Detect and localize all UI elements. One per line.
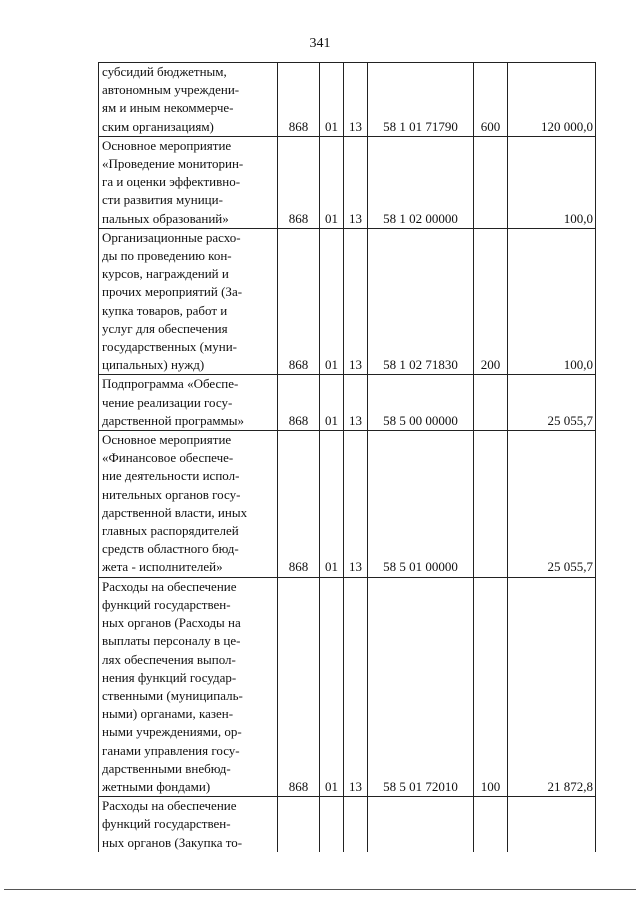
amount: 100,0 <box>508 136 596 228</box>
row-description: Основное мероприятие «Финансовое обеспече- ние деятельности испол- нительных органов госу- дарственной власти, иных главных распорядителей средств областного бюд- жета - исполнителей» <box>99 431 278 578</box>
section-code <box>320 797 344 852</box>
section-code: 01 <box>320 375 344 431</box>
ministry-code: 868 <box>278 63 320 137</box>
row-description: Подпрограмма «Обеспе- чение реализации госу- дарственной программы» <box>99 375 278 431</box>
row-description: Организационные расхо- ды по проведению кон- курсов, награждений и прочих мероприятий (За- купка товаров, работ и услуг для обеспечения государственных (муни- ципальных) нужд) <box>99 228 278 375</box>
expense-type-code: 100 <box>474 577 508 796</box>
ministry-code: 868 <box>278 136 320 228</box>
table-row <box>99 375 596 431</box>
subsection-code: 13 <box>344 136 368 228</box>
table-row <box>99 136 596 228</box>
amount: 120 000,0 <box>508 63 596 137</box>
ministry-code: 868 <box>278 375 320 431</box>
ministry-code: 868 <box>278 431 320 578</box>
subsection-code: 13 <box>344 63 368 137</box>
subsection-code <box>344 797 368 852</box>
amount <box>508 797 596 852</box>
expense-type-code <box>474 375 508 431</box>
page-number: 341 <box>309 36 331 51</box>
row-description: субсидий бюджетным, автономным учреждени- ям и иным некоммерче- ским организациям) <box>99 63 278 137</box>
table-row <box>99 797 596 852</box>
row-description: Основное мероприятие «Проведение мониторин- га и оценки эффективно- сти развития муници- пальных образований» <box>99 136 278 228</box>
row-description: Расходы на обеспечение функций государствен- ных органов (Расходы на выплаты персоналу в це- лях обеспечения выпол- нения функций государ- ственными (муниципаль- ными) органами, казен- ными учреждениями, ор- ганами управления госу- дарственными внебюд- жетными фондами) <box>99 577 278 796</box>
table-row <box>99 63 596 137</box>
target-article-code: 58 1 01 71790 <box>368 63 474 137</box>
subsection-code: 13 <box>344 375 368 431</box>
amount: 25 055,7 <box>508 375 596 431</box>
ministry-code <box>278 797 320 852</box>
section-code: 01 <box>320 577 344 796</box>
expense-type-code <box>474 136 508 228</box>
amount: 21 872,8 <box>508 577 596 796</box>
target-article-code: 58 5 00 00000 <box>368 375 474 431</box>
amount: 25 055,7 <box>508 431 596 578</box>
expense-type-code: 200 <box>474 228 508 375</box>
footer-divider <box>4 889 636 890</box>
ministry-code: 868 <box>278 228 320 375</box>
target-article-code: 58 1 02 71830 <box>368 228 474 375</box>
section-code: 01 <box>320 63 344 137</box>
section-code: 01 <box>320 228 344 375</box>
target-article-code: 58 5 01 00000 <box>368 431 474 578</box>
section-code: 01 <box>320 431 344 578</box>
expense-type-code: 600 <box>474 63 508 137</box>
expense-type-code <box>474 797 508 852</box>
amount: 100,0 <box>508 228 596 375</box>
expense-type-code <box>474 431 508 578</box>
subsection-code: 13 <box>344 431 368 578</box>
ministry-code: 868 <box>278 577 320 796</box>
table-row <box>99 431 596 578</box>
budget-table <box>98 62 596 852</box>
subsection-code: 13 <box>344 228 368 375</box>
target-article-code <box>368 797 474 852</box>
table-row <box>99 228 596 375</box>
row-description: Расходы на обеспечение функций государствен- ных органов (Закупка то- <box>99 797 278 852</box>
subsection-code: 13 <box>344 577 368 796</box>
section-code: 01 <box>320 136 344 228</box>
target-article-code: 58 5 01 72010 <box>368 577 474 796</box>
target-article-code: 58 1 02 00000 <box>368 136 474 228</box>
table-row <box>99 577 596 796</box>
